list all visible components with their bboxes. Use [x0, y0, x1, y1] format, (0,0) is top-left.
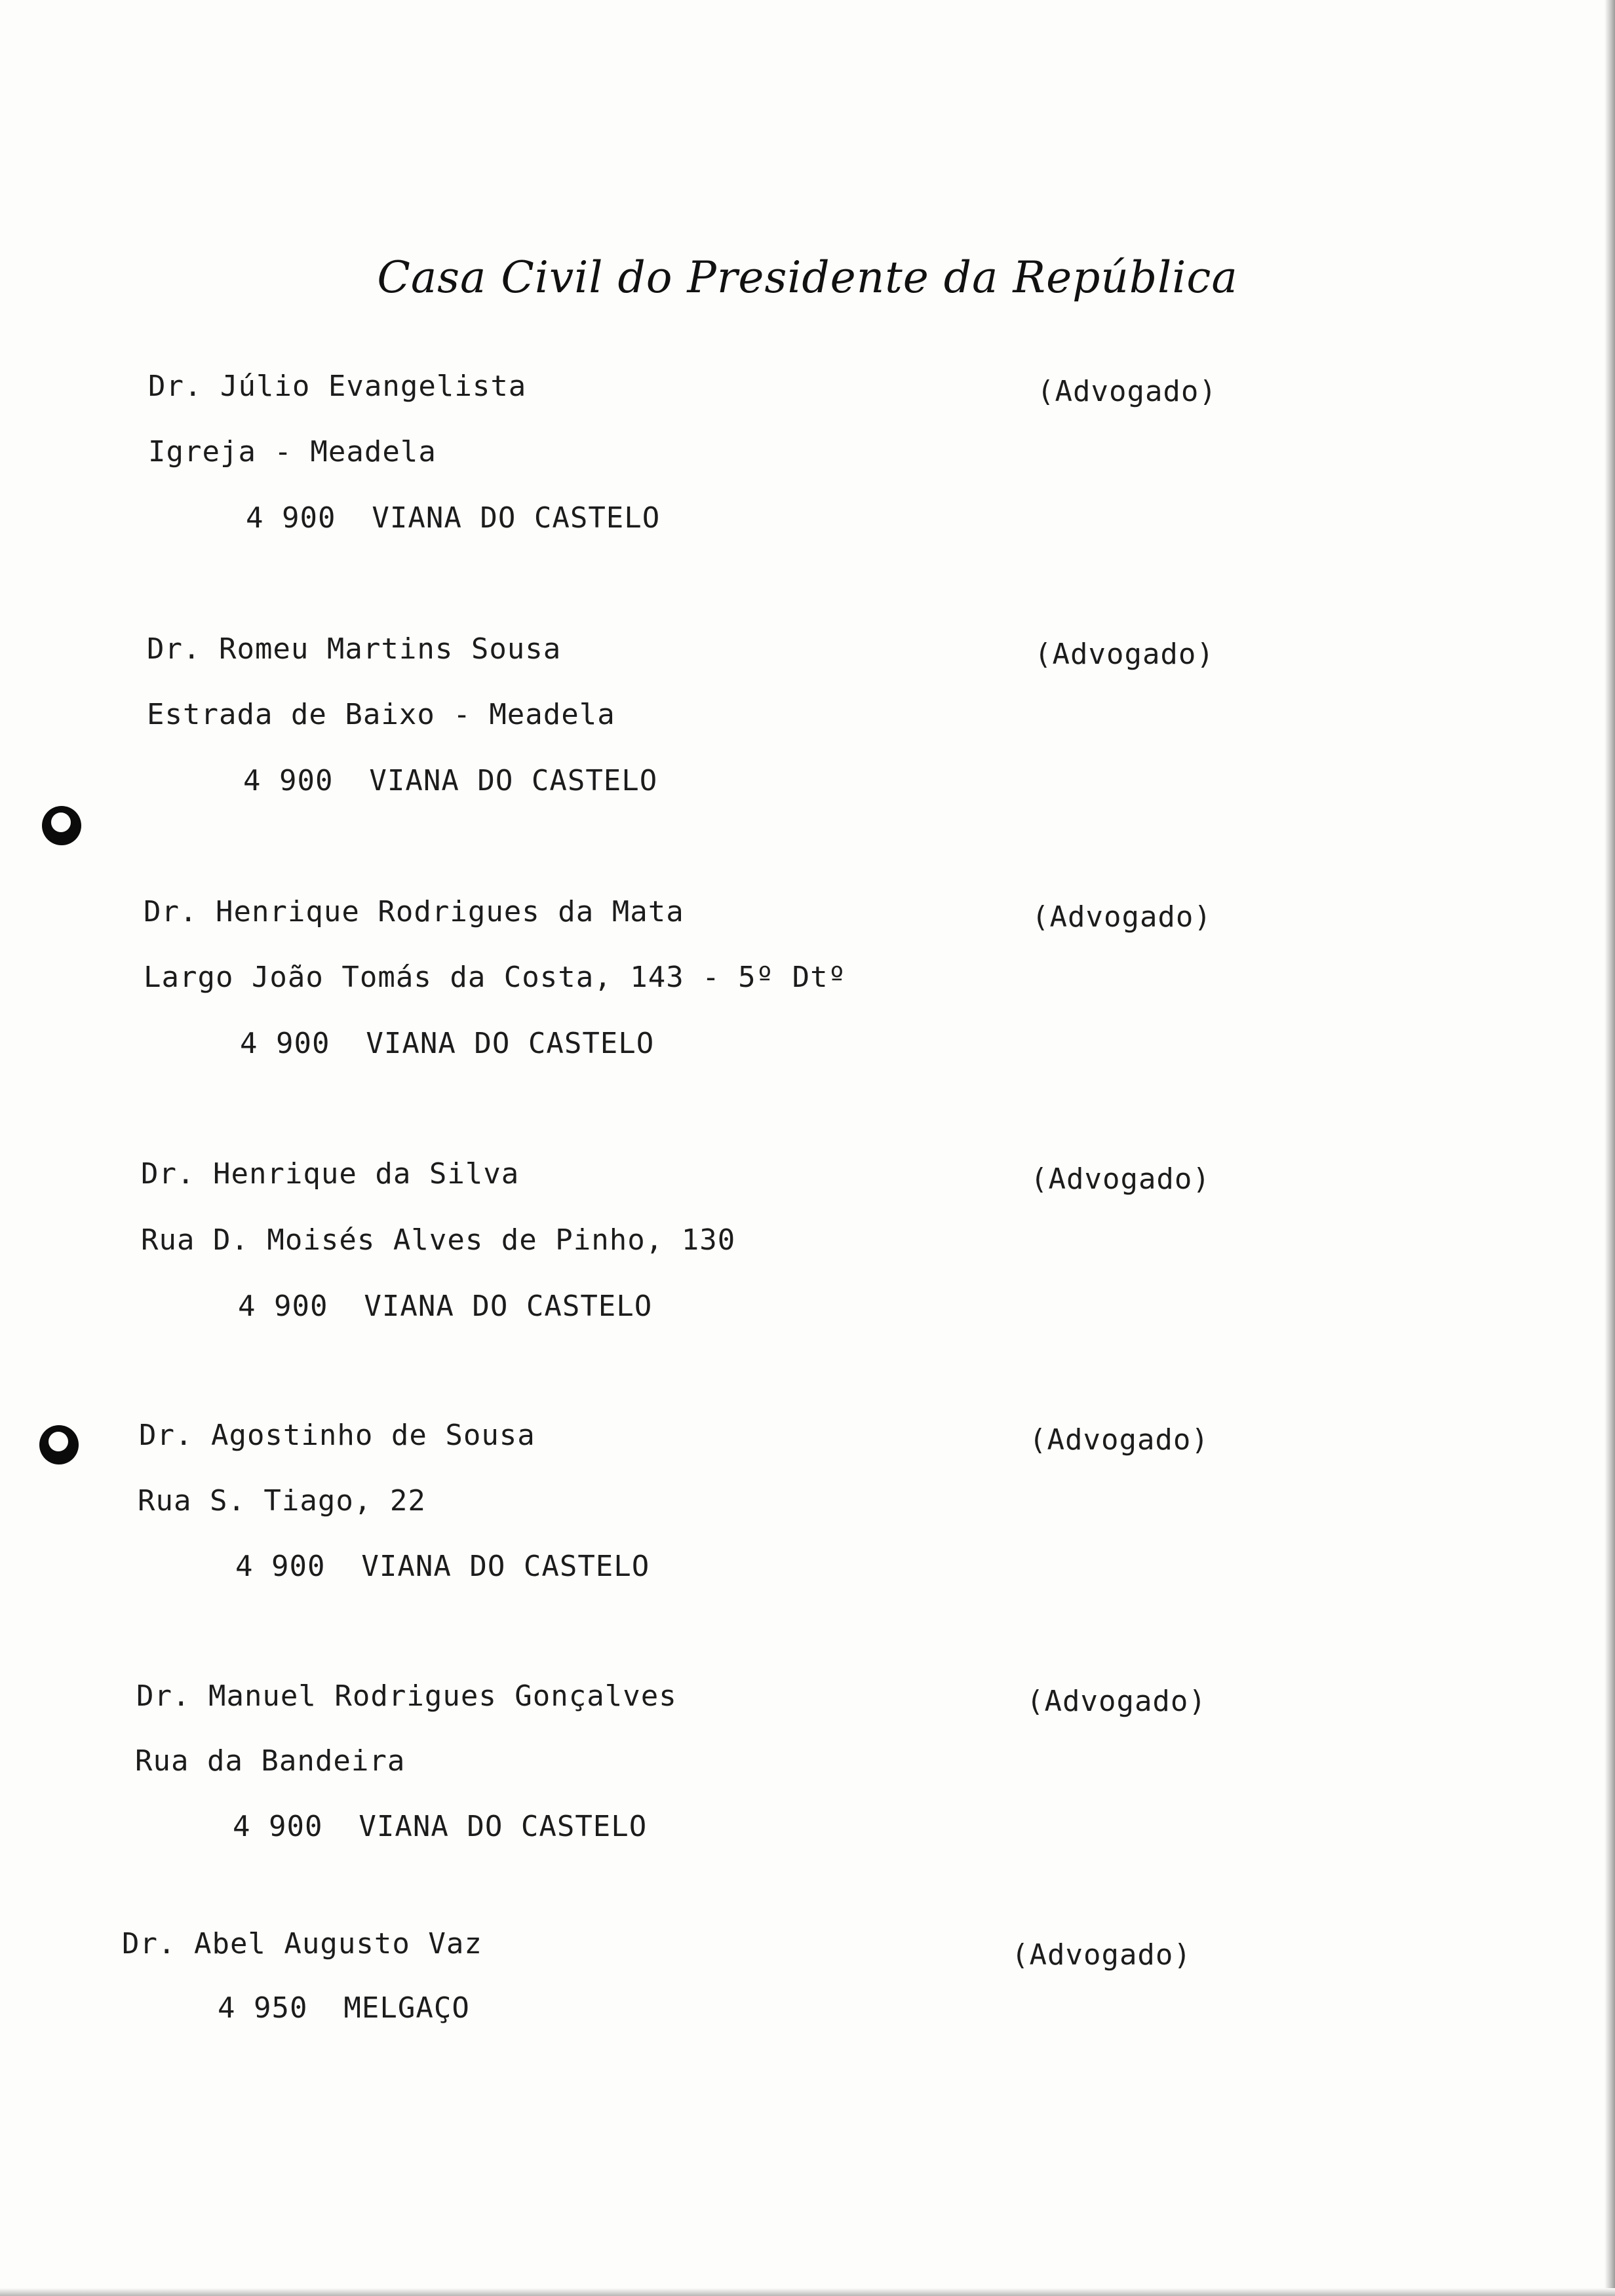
entry-name: Dr. Henrique Rodrigues da Mata [144, 895, 684, 928]
entry-city: 4 900 VIANA DO CASTELO [238, 1290, 653, 1323]
entry-address: Estrada de Baixo - Meadela [147, 698, 615, 731]
entry-name: Dr. Júlio Evangelista [148, 370, 527, 403]
entry-address: Rua da Bandeira [135, 1744, 406, 1778]
entry-city: 4 900 VIANA DO CASTELO [235, 1550, 650, 1583]
entry-city: 4 950 MELGAÇO [218, 1991, 470, 2025]
page-edge-shadow [0, 2288, 1615, 2296]
entry-profession: (Advogado) [1030, 1162, 1211, 1196]
entry-profession: (Advogado) [1037, 375, 1217, 408]
entry-name: Dr. Manuel Rodrigues Gonçalves [136, 1679, 677, 1713]
page-edge-shadow [1605, 0, 1615, 2296]
entry-name: Dr. Abel Augusto Vaz [122, 1927, 482, 1961]
punch-hole [42, 806, 81, 845]
entry-name: Dr. Agostinho de Sousa [139, 1419, 535, 1452]
entry-city: 4 900 VIANA DO CASTELO [233, 1810, 648, 1843]
entry-profession: (Advogado) [1034, 638, 1215, 671]
punch-hole [39, 1425, 79, 1464]
entry-address: Largo João Tomás da Costa, 143 - 5º Dtº [144, 961, 847, 994]
entry-city: 4 900 VIANA DO CASTELO [246, 501, 661, 535]
letterhead: Casa Civil do Presidente da República [377, 252, 1238, 303]
entry-name: Dr. Henrique da Silva [141, 1157, 520, 1191]
entry-profession: (Advogado) [1032, 900, 1212, 934]
entry-name: Dr. Romeu Martins Sousa [147, 632, 562, 666]
entry-city: 4 900 VIANA DO CASTELO [240, 1027, 655, 1060]
entry-address: Rua D. Moisés Alves de Pinho, 130 [141, 1223, 736, 1257]
entry-profession: (Advogado) [1011, 1938, 1192, 1972]
entry-profession: (Advogado) [1026, 1685, 1207, 1718]
entry-address: Rua S. Tiago, 22 [138, 1484, 426, 1518]
entry-city: 4 900 VIANA DO CASTELO [243, 764, 658, 797]
entry-profession: (Advogado) [1029, 1423, 1209, 1457]
entry-address: Igreja - Meadela [148, 435, 437, 469]
